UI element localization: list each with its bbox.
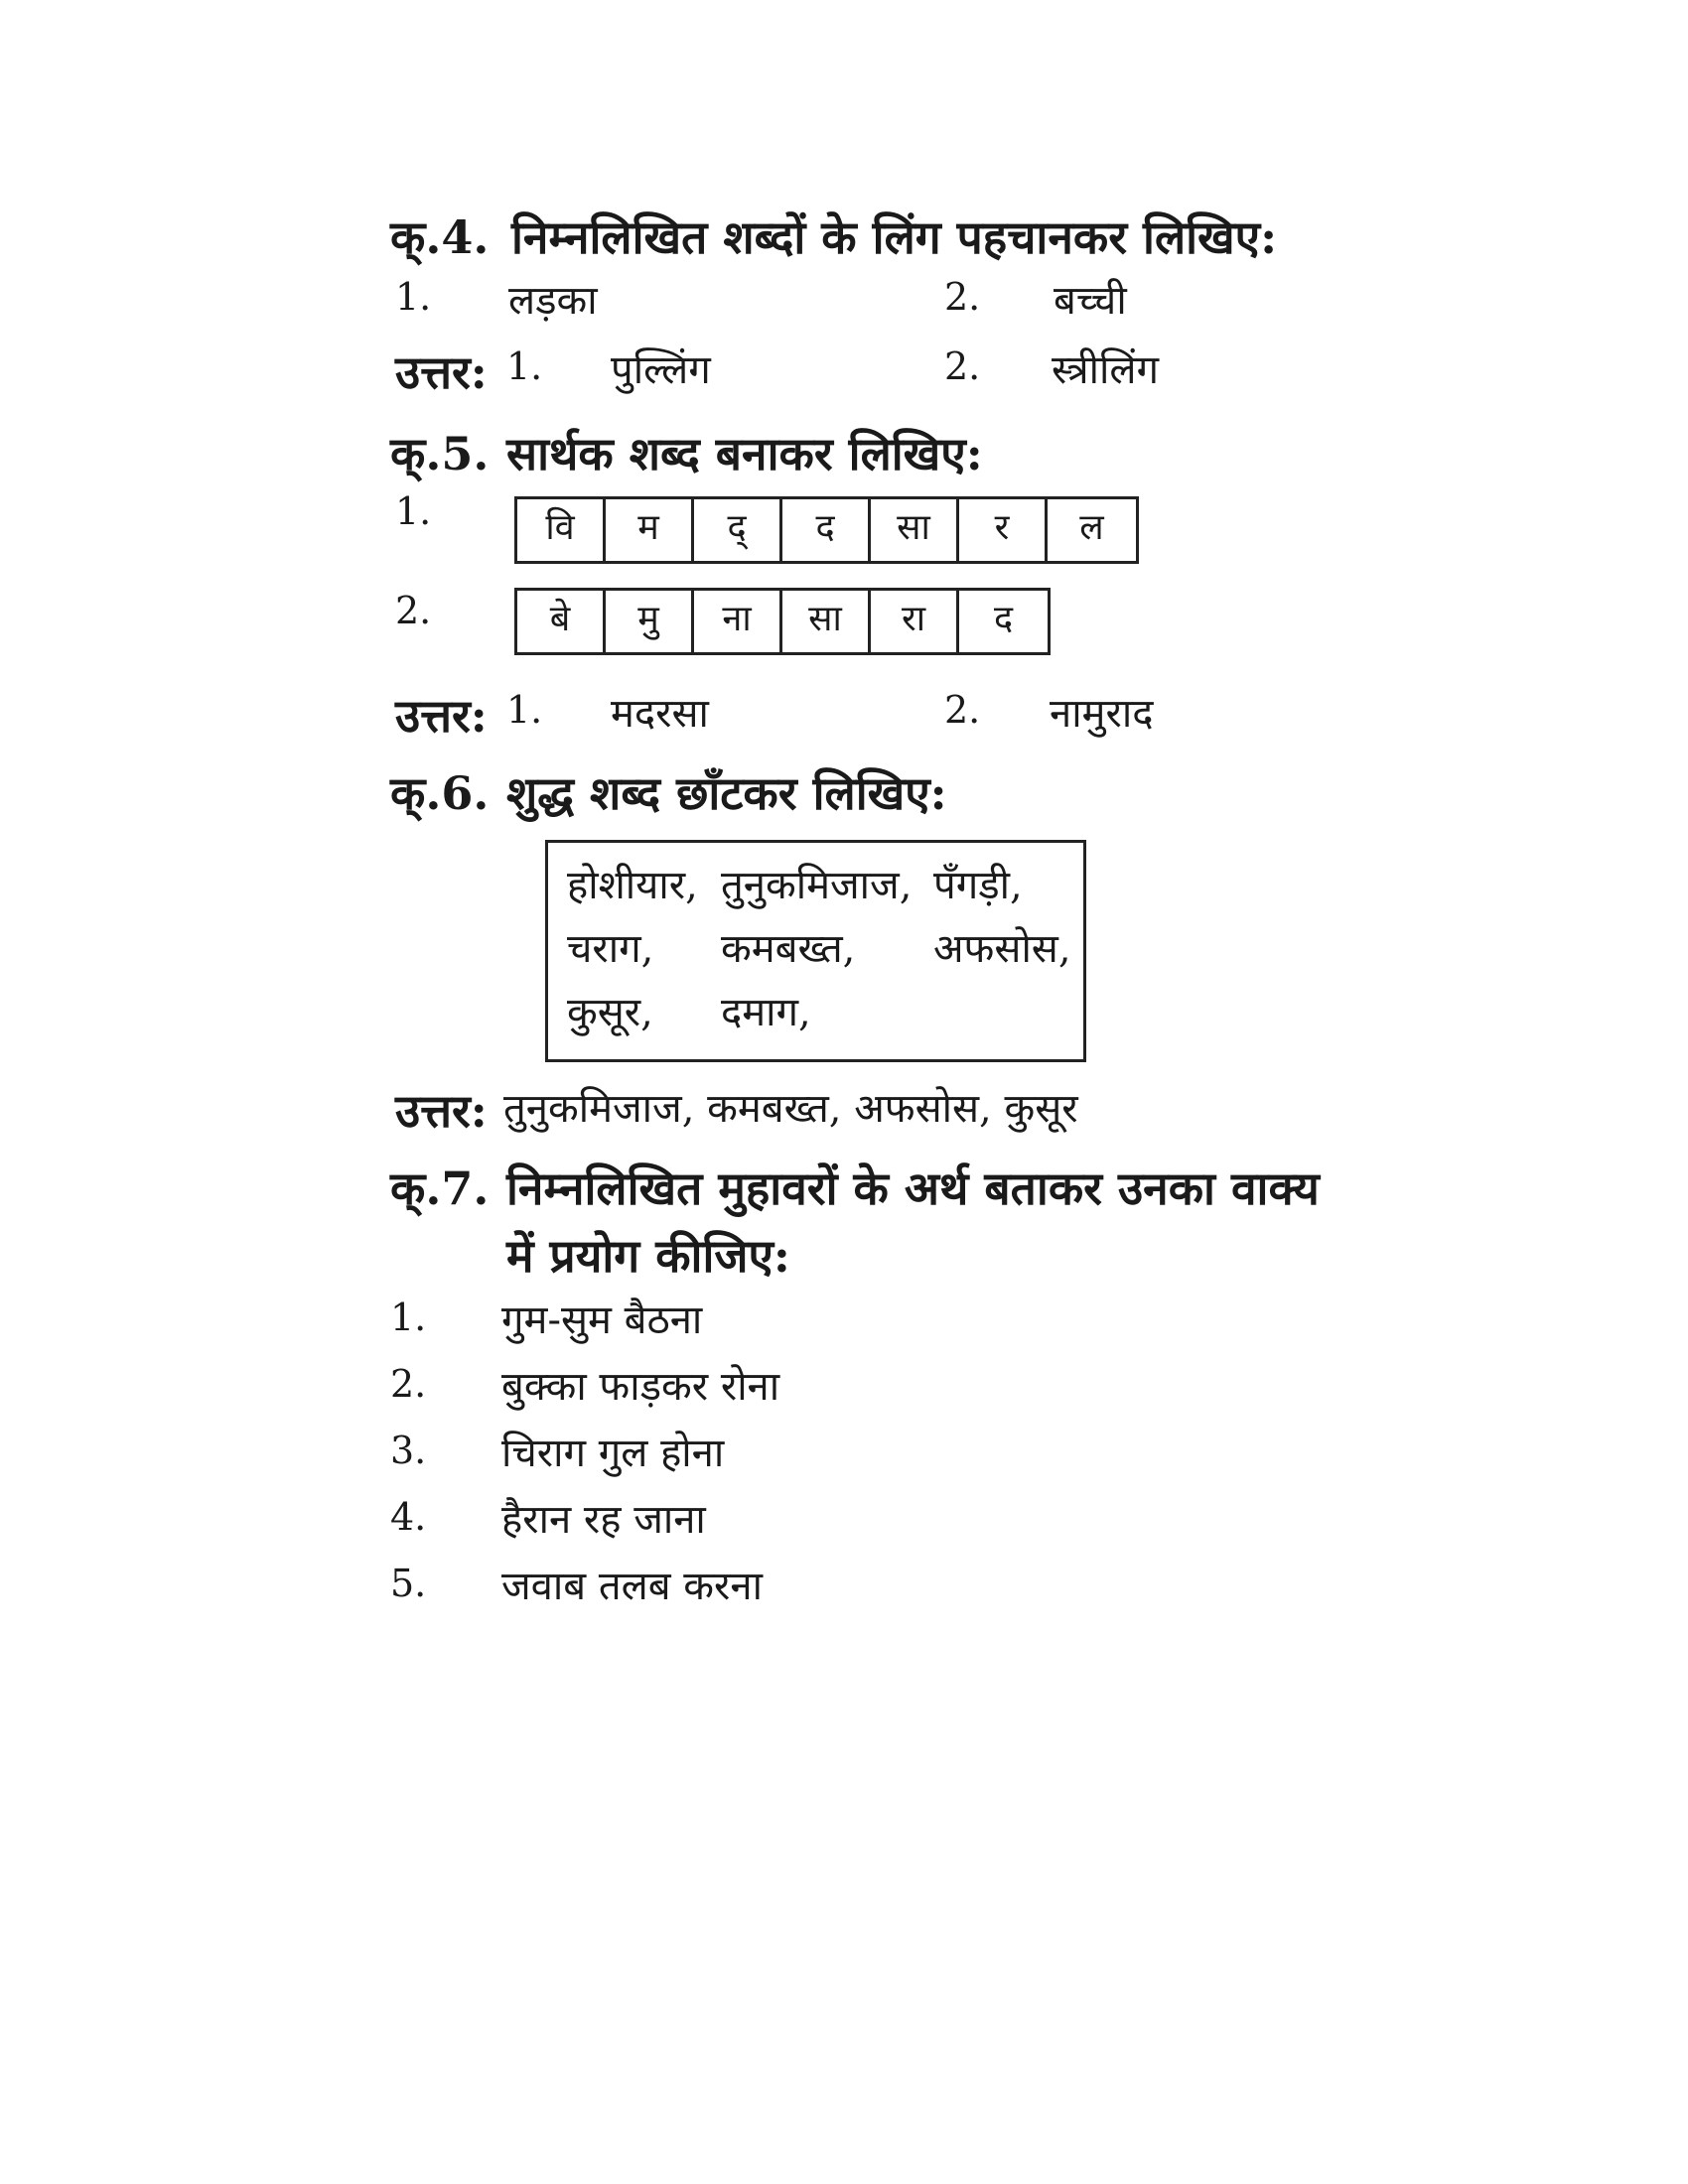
word-choice: होशीयार, — [567, 863, 698, 908]
q5-letter-grid-2 — [514, 588, 1051, 655]
q7-label: क्.7. — [390, 1161, 490, 1215]
q5-row-1-num: 1. — [395, 489, 432, 533]
word-choice: चराग, — [567, 926, 654, 972]
q4-item-2-num: 2. — [944, 275, 981, 319]
q5-answer-label: उत्तर: — [395, 689, 488, 743]
word-choice: तुनुकमिजाज, — [721, 863, 913, 908]
q6-answer-label: उत्तर: — [395, 1084, 488, 1138]
q7-item-4-num: 4. — [390, 1495, 427, 1539]
q7-item-4-text: हैरान रह जाना — [501, 1497, 706, 1543]
letter-cell: ना — [694, 591, 782, 652]
q5-answer-2-text: नामुराद — [1050, 691, 1154, 737]
q6-answer-text: तुनुकमिजाज, कमबख्त, अफसोस, कुसूर — [503, 1086, 1078, 1132]
letter-cell: मु — [606, 591, 694, 652]
q4-item-1-text: लड़का — [508, 278, 598, 324]
word-choice: अफसोस, — [933, 926, 1071, 972]
q4-item-2-text: बच्ची — [1054, 278, 1127, 324]
q4-question: निम्नलिखित शब्दों के लिंग पहचानकर लिखिए: — [511, 210, 1278, 264]
q4-answer-label: उत्तर: — [395, 345, 488, 399]
q5-row-2-num: 2. — [395, 589, 432, 632]
q5-question: सार्थक शब्द बनाकर लिखिए: — [506, 427, 983, 480]
q4-answer-2-text: स्त्रीलिंग — [1052, 347, 1159, 393]
letter-cell: बे — [517, 591, 606, 652]
word-choice: कुसूर, — [567, 990, 653, 1035]
letter-cell: सा — [871, 499, 959, 561]
letter-cell: द — [782, 499, 871, 561]
word-choice: दमाग, — [721, 990, 811, 1035]
letter-cell: र — [959, 499, 1048, 561]
q7-question-line-2: में प्रयोग कीजिए: — [506, 1229, 790, 1283]
word-choice: कमबख्त, — [721, 926, 856, 972]
q7-item-1-num: 1. — [390, 1296, 427, 1339]
q4-label: क्.4. — [390, 210, 490, 264]
q4-answer-1-text: पुल्लिंग — [611, 347, 711, 393]
q7-item-5-text: जवाब तलब करना — [501, 1564, 763, 1609]
q5-letter-grid-1 — [514, 496, 1139, 564]
q6-label: क्.6. — [390, 766, 490, 820]
q7-item-1-text: गुम-सुम बैठना — [501, 1297, 703, 1343]
q4-answer-1-num: 1. — [506, 344, 543, 388]
q5-answer-2-num: 2. — [944, 688, 981, 732]
q7-item-5-num: 5. — [390, 1562, 427, 1605]
letter-cell: द — [993, 599, 1014, 639]
q5-answer-1-num: 1. — [506, 688, 543, 732]
q7-item-3-text: चिराग गुल होना — [501, 1431, 725, 1476]
q7-question-line-1: निम्नलिखित मुहावरों के अर्थ बताकर उनका वाक्य — [506, 1161, 1320, 1215]
q4-answer-2-num: 2. — [944, 344, 981, 388]
q6-question: शुद्ध शब्द छाँटकर लिखिए: — [506, 766, 947, 820]
word-choice: पँगड़ी, — [933, 863, 1023, 908]
letter-cell: म — [606, 499, 694, 561]
q4-item-1-num: 1. — [395, 275, 432, 319]
letter-cell: वि — [517, 499, 606, 561]
letter-cell: रा — [871, 591, 959, 652]
q7-item-3-num: 3. — [390, 1429, 427, 1472]
letter-cell: ल — [1079, 507, 1104, 548]
q7-item-2-num: 2. — [390, 1362, 427, 1406]
letter-cell: सा — [782, 591, 871, 652]
q5-label: क्.5. — [390, 427, 490, 480]
letter-cell: द् — [694, 499, 782, 561]
q7-item-2-text: बुक्का फाड़कर रोना — [501, 1364, 780, 1410]
q5-answer-1-text: मदरसा — [611, 691, 709, 737]
